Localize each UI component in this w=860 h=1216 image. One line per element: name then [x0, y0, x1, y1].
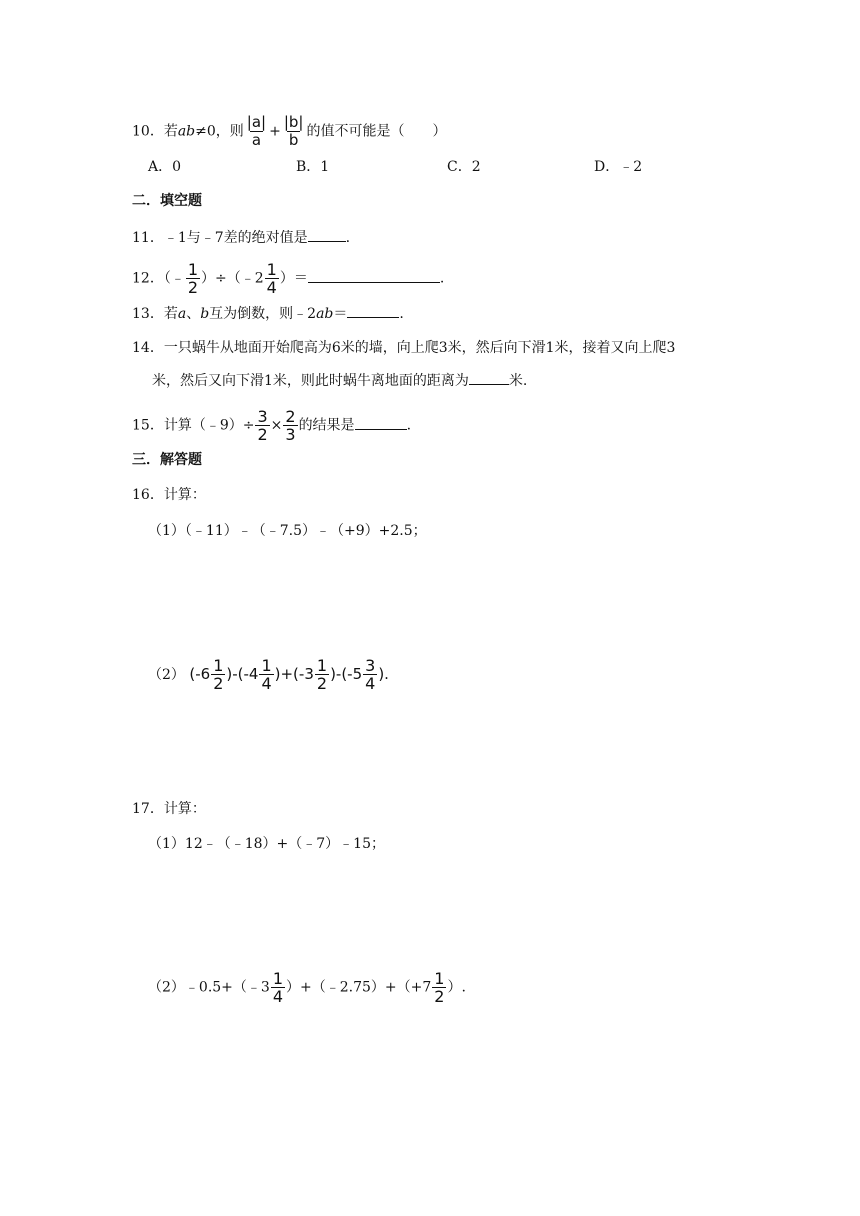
plus-sign: +: [269, 123, 281, 140]
question-12-prefix: 12．（﹣: [132, 270, 185, 287]
fraction-abs-b-over-b: $\frac{|b|}{b}$: [283, 113, 304, 149]
question-12: 12．（﹣ $\frac{1}{2}$ ）÷（﹣2 $\frac{1}{4}$ ）＝ .: [132, 260, 445, 297]
question-10: [132, 114, 446, 149]
question-15: 15．计算（﹣9）÷ $\frac{3}{2}$ × $\frac{2}{3}$ 的结果是 .: [132, 407, 412, 444]
question-16-part-1: （1）（﹣11）﹣（﹣7.5）﹣（+9）+2.5；: [148, 523, 427, 539]
choice-c: C．2: [447, 159, 481, 175]
variable-b: b: [200, 306, 210, 322]
fraction-one-quarter: $\frac{1}{4}$: [266, 260, 277, 297]
question-14-line-2: 米，然后又向下滑1米，则此时蜗牛离地面的距离为 米.: [152, 370, 527, 391]
fraction-one-half: $\frac{1}{2}$: [434, 969, 445, 1006]
question-17-part-1: （1）12﹣（﹣18）+（﹣7）﹣15；: [148, 836, 385, 852]
fraction-one-half: $\frac{1}{2}$: [187, 260, 199, 297]
answer-blank: [308, 227, 346, 242]
answer-blank: [347, 303, 399, 318]
question-16-title: 16．计算：: [132, 487, 206, 503]
choice-d: D．﹣2: [594, 159, 643, 175]
question-14-line-1: 14．一只蜗牛从地面开始爬高为6米的墙，向上爬3米，然后向下滑1米，接着又向上爬3: [132, 340, 676, 356]
choice-a: A．0: [148, 159, 182, 175]
question-11: 11．﹣1与﹣7差的绝对值是 .: [132, 227, 350, 248]
answer-blank: [308, 268, 440, 283]
question-12-middle: ）÷（﹣2: [201, 270, 264, 287]
expression: (-6 $\frac{1}{2}$ )-(-4 $\frac{1}{4}$ )+(-3 $\frac{1}{2}$ )-(-5 $\frac{3}{4}$ ).: [189, 656, 389, 693]
section-solve-heading: 三．解答题: [132, 452, 202, 468]
question-12-tail: ）＝: [279, 270, 308, 287]
question-17-part-2: （2）﹣0.5+（﹣3 $\frac{1}{4}$ ）+（﹣2.75）+（+7 $\frac{1}{2}$ ）.: [148, 969, 466, 1006]
fraction-three-halves: $\frac{3}{2}$: [257, 407, 268, 444]
variable-a: a: [177, 306, 187, 322]
fraction: $\frac{1}{4}$: [261, 656, 272, 693]
question-11-text: 11．﹣1与﹣7差的绝对值是: [132, 230, 308, 246]
fraction: $\frac{1}{2}$: [316, 656, 328, 693]
choice-b: B．1: [296, 159, 330, 175]
fraction: $\frac{3}{4}$: [365, 656, 376, 693]
question-16-part-2: （2） (-6 $\frac{1}{2}$ )-(-4 $\frac{1}{4}$ )+(-3 $\frac{1}{2}$ )-(-5 $\frac{3}{4}$ ).: [148, 656, 389, 693]
question-10-number: 10．若: [132, 123, 178, 140]
fraction-one-quarter: $\frac{1}{4}$: [272, 969, 283, 1006]
section-fill-in-heading: 二．填空题: [132, 193, 202, 209]
fraction-abs-a-over-a: $\frac{|a|}{a}$: [246, 113, 267, 149]
question-13: 13．若a、b互为倒数，则﹣2ab＝ .: [132, 303, 404, 324]
answer-blank: [355, 415, 407, 430]
fraction: $\frac{1}{2}$: [213, 656, 224, 693]
fraction-two-thirds: $\frac{2}{3}$: [285, 407, 296, 444]
question-10-variable: ab: [177, 123, 196, 140]
variable-ab: ab: [316, 306, 334, 322]
question-10-tail: 的值不可能是（ ）: [306, 123, 447, 140]
answer-blank: [469, 370, 509, 385]
question-10-condition: ≠0，则: [195, 123, 244, 140]
question-17-title: 17．计算：: [132, 801, 206, 817]
